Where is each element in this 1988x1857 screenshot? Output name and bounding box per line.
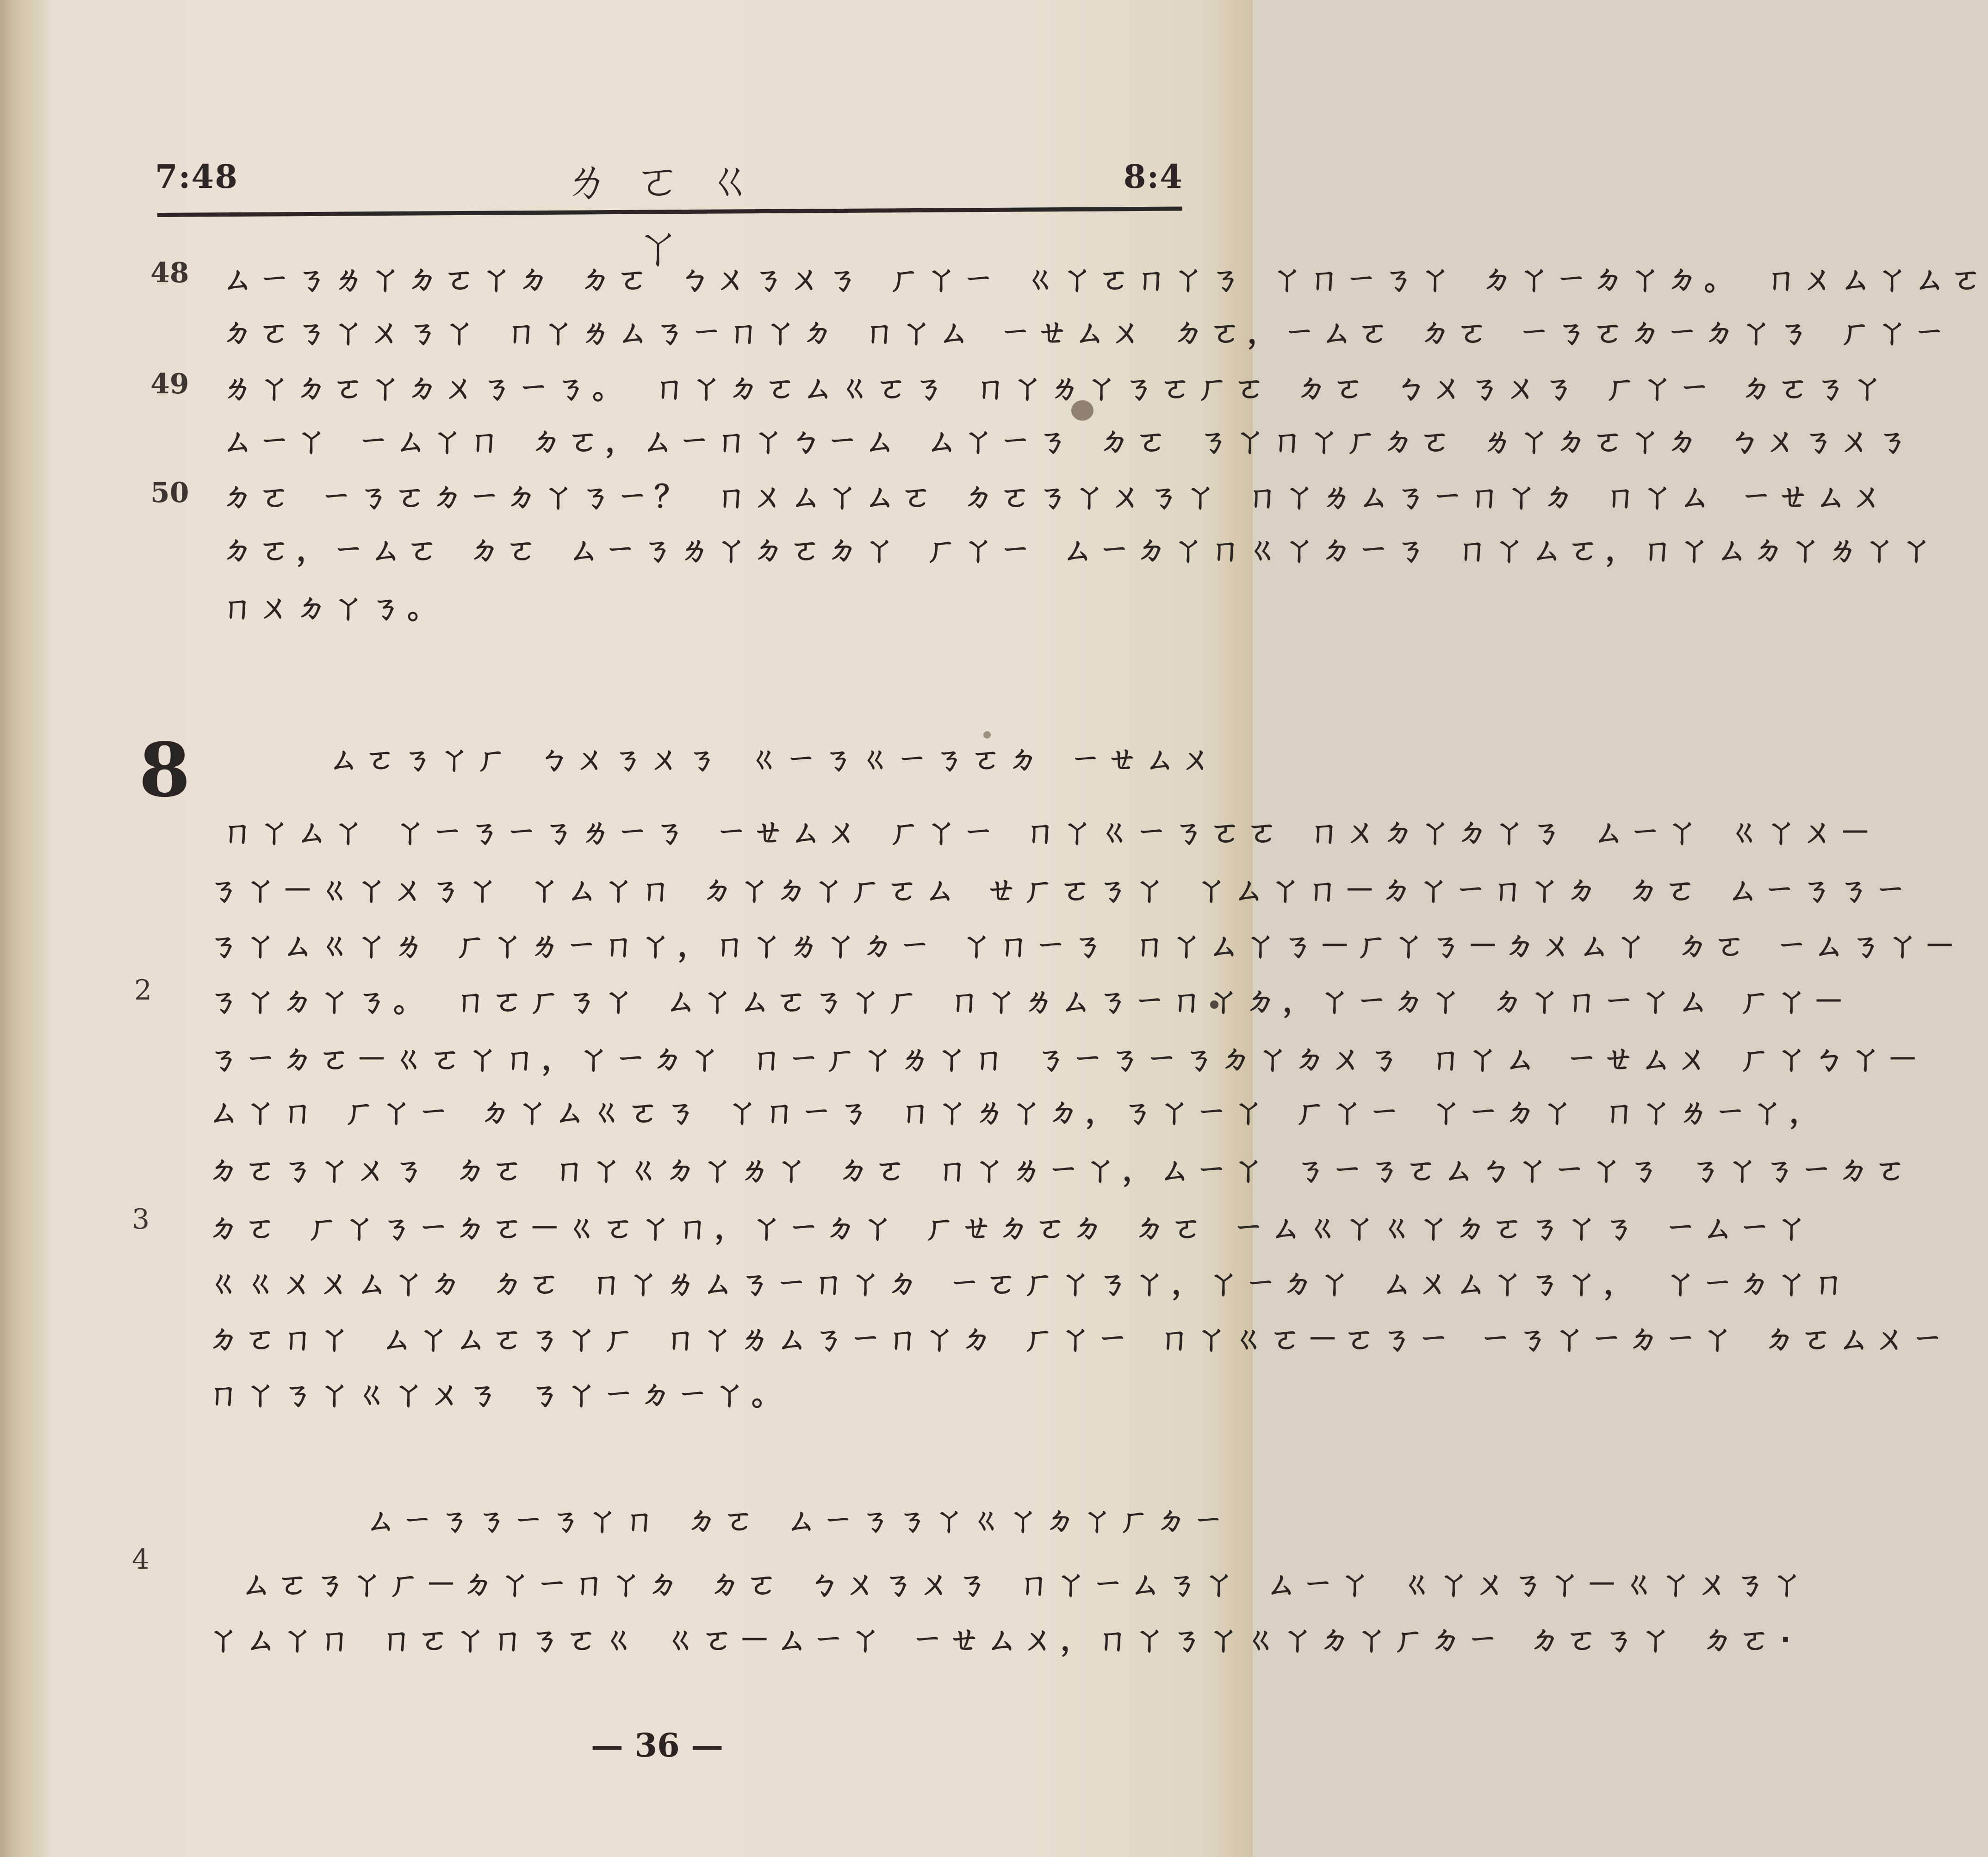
text-line: ㄉㄛ，ㄧㄙㄛ ㄉㄛ ㄙㄧㄋㄌㄚㄉㄛㄉㄚ ㄏㄚㄧ ㄙㄧㄉㄚㄇㄍㄚㄉㄧㄋ ㄇㄚㄙㄛ，ㄇㄚㄙㄉㄚㄌㄚㄚ bbox=[222, 532, 1938, 568]
text-line: ㄋㄚ－ㄍㄚㄨㄋㄚ ㄚㄙㄚㄇ ㄉㄚㄉㄚㄏㄛㄙ ㄝㄏㄛㄋㄚ ㄚㄙㄚㄇ－ㄉㄚㄧㄇㄚㄉ ㄉㄛ ㄙㄧㄋㄋㄧ bbox=[208, 872, 1913, 908]
text-line: ㄉㄛ ㄧㄋㄛㄉㄧㄉㄚㄋㄧ？ ㄇㄨㄙㄚㄙㄛ ㄉㄛㄋㄚㄨㄋㄚ ㄇㄚㄌㄙㄋㄧㄇㄚㄉ ㄇㄚㄙ ㄧㄝㄙㄨ bbox=[222, 479, 1889, 515]
text-line: ㄇㄚㄙㄚ ㄚㄧㄋㄧㄋㄌㄧㄋ ㄧㄝㄙㄨ ㄏㄚㄧ ㄇㄚㄍㄧㄋㄛㄛ ㄇㄨㄉㄚㄉㄚㄋ ㄙㄧㄚ ㄍㄚㄨ－ bbox=[222, 814, 1877, 850]
running-title: ㄌㄛㄍㄚ bbox=[563, 154, 779, 274]
text-line: ㄙㄚㄇ ㄏㄚㄧ ㄉㄚㄙㄍㄛㄋ ㄚㄇㄧㄋ ㄇㄚㄌㄚㄉ，ㄋㄚㄧㄚ ㄏㄚㄧ ㄚㄧㄉㄚ ㄇㄚㄌㄧㄚ， bbox=[208, 1094, 1826, 1130]
section-heading: ㄙㄧㄋㄋㄧㄋㄚㄇ ㄉㄛ ㄙㄧㄋㄋㄚㄍㄚㄉㄚㄏㄉㄧ bbox=[366, 1504, 1231, 1538]
text-line: ㄉㄛㄋㄚㄨㄋㄚ ㄇㄚㄌㄙㄋㄧㄇㄚㄉ ㄇㄚㄙ ㄧㄝㄙㄨ ㄉㄛ，ㄧㄙㄛ ㄉㄛ ㄧㄋㄛㄉㄧㄉㄚㄋ ㄏㄚㄧ bbox=[222, 315, 1951, 350]
text-line: ㄚㄙㄚㄇ ㄇㄛㄚㄇㄋㄛㄍ ㄍㄛ－ㄙㄧㄚ ㄧㄝㄙㄨ，ㄇㄚㄋㄚㄍㄚㄉㄚㄏㄉㄧ ㄉㄛㄋㄚ ㄉㄛ· bbox=[208, 1622, 1802, 1658]
text-line: ㄇㄚㄋㄚㄍㄚㄨㄋ ㄋㄚㄧㄉㄧㄚ。 bbox=[208, 1377, 789, 1412]
text-line: ㄍㄍㄨㄨㄙㄚㄉ ㄉㄛ ㄇㄚㄌㄙㄋㄧㄇㄚㄉ ㄧㄛㄏㄚㄋㄚ，ㄚㄧㄉㄚ ㄙㄨㄙㄚㄋㄚ， ㄚㄧㄉㄚㄇ bbox=[208, 1266, 1851, 1301]
verse-number-49: 49 bbox=[150, 368, 189, 400]
page-number: — 36 — bbox=[590, 1726, 724, 1764]
text-line: ㄉㄛ ㄏㄚㄋㄧㄉㄛ－ㄍㄛㄚㄇ，ㄚㄧㄉㄚ ㄏㄝㄉㄛㄉ ㄉㄛ ㄧㄙㄍㄚㄍㄚㄉㄛㄋㄚㄋ ㄧㄙㄧㄚ bbox=[208, 1210, 1814, 1246]
verse-number-3: 3 bbox=[132, 1203, 150, 1236]
text-line: ㄉㄛㄇㄚ ㄙㄚㄙㄛㄋㄚㄏ ㄇㄚㄌㄙㄋㄧㄇㄚㄉ ㄏㄚㄧ ㄇㄚㄍㄛ－ㄛㄋㄧ ㄧㄋㄚㄧㄉㄧㄚ ㄉㄛㄙㄨㄧ bbox=[208, 1321, 1950, 1357]
chapter-number: 8 bbox=[139, 727, 191, 814]
verse-number-4: 4 bbox=[132, 1543, 150, 1576]
text-line: ㄙㄛㄋㄚㄏ－ㄉㄚㄧㄇㄚㄉ ㄉㄛ ㄅㄨㄋㄨㄋ ㄇㄚㄧㄙㄋㄚ ㄙㄧㄚ ㄍㄚㄨㄋㄚ－ㄍㄚㄨㄋㄚ bbox=[241, 1566, 1809, 1602]
text-line: ㄌㄚㄉㄛㄚㄉㄨㄋㄧㄋ。 ㄇㄚㄉㄛㄙㄍㄛㄋ ㄇㄚㄌㄚㄋㄛㄏㄛ ㄉㄛ ㄅㄨㄋㄨㄋ ㄏㄚㄧ ㄉㄛㄋㄚ bbox=[222, 370, 1889, 406]
text-line: ㄙㄧㄋㄌㄚㄉㄛㄚㄉ ㄉㄛ ㄅㄨㄋㄨㄋ ㄏㄚㄧ ㄍㄚㄛㄇㄚㄋ ㄚㄇㄧㄋㄚ ㄉㄚㄧㄉㄚㄉ。 ㄇㄨㄙㄚㄙㄛ bbox=[222, 261, 1988, 297]
text-line: ㄙㄧㄚ ㄧㄙㄚㄇ ㄉㄛ，ㄙㄧㄇㄚㄅㄧㄙ ㄙㄚㄧㄋ ㄉㄛ ㄋㄚㄇㄚㄏㄉㄛ ㄌㄚㄉㄛㄚㄉ ㄅㄨㄋㄨㄋ bbox=[222, 423, 1914, 459]
verse-number-2: 2 bbox=[134, 974, 152, 1006]
text-line: ㄋㄧㄉㄛ－ㄍㄛㄚㄇ，ㄚㄧㄉㄚ ㄇㄧㄏㄚㄌㄚㄇ ㄋㄧㄋㄧㄋㄉㄚㄉㄨㄋ ㄇㄚㄙ ㄧㄝㄙㄨ ㄏㄚㄅㄚ－ bbox=[208, 1041, 1925, 1077]
text-line: ㄉㄛㄋㄚㄨㄋ ㄉㄛ ㄇㄚㄍㄉㄚㄌㄚ ㄉㄛ ㄇㄚㄌㄧㄚ，ㄙㄧㄚ ㄋㄧㄋㄛㄙㄅㄚㄧㄚㄋ ㄋㄚㄋㄧㄉㄛ bbox=[208, 1152, 1913, 1188]
verse-number-50: 50 bbox=[150, 477, 189, 509]
verse-number-48: 48 bbox=[150, 257, 189, 289]
text-line: ㄋㄚㄉㄚㄋ。 ㄇㄛㄏㄋㄚ ㄙㄚㄙㄛㄋㄚㄏ ㄇㄚㄌㄙㄋㄧㄇㄚㄉ，ㄚㄧㄉㄚ ㄉㄚㄇㄧㄚㄙ ㄏㄚ－ bbox=[208, 983, 1851, 1019]
text-line: ㄋㄚㄙㄍㄚㄌ ㄏㄚㄌㄧㄇㄚ，ㄇㄚㄌㄚㄉㄧ ㄚㄇㄧㄋ ㄇㄚㄙㄚㄋ－ㄏㄚㄋ－ㄉㄨㄙㄚ ㄉㄛ ㄧㄙㄋㄚ－ bbox=[208, 928, 1962, 963]
page-spine-shadow bbox=[0, 0, 51, 1857]
header-right-reference: 8:4 bbox=[1123, 157, 1183, 196]
section-heading: ㄙㄛㄋㄚㄏ ㄅㄨㄋㄨㄋ ㄍㄧㄋㄍㄧㄋㄛㄉ ㄧㄝㄙㄨ bbox=[329, 743, 1219, 777]
header-left-reference: 7:48 bbox=[155, 157, 238, 196]
text-line: ㄇㄨㄉㄚㄋ。 bbox=[222, 590, 444, 626]
